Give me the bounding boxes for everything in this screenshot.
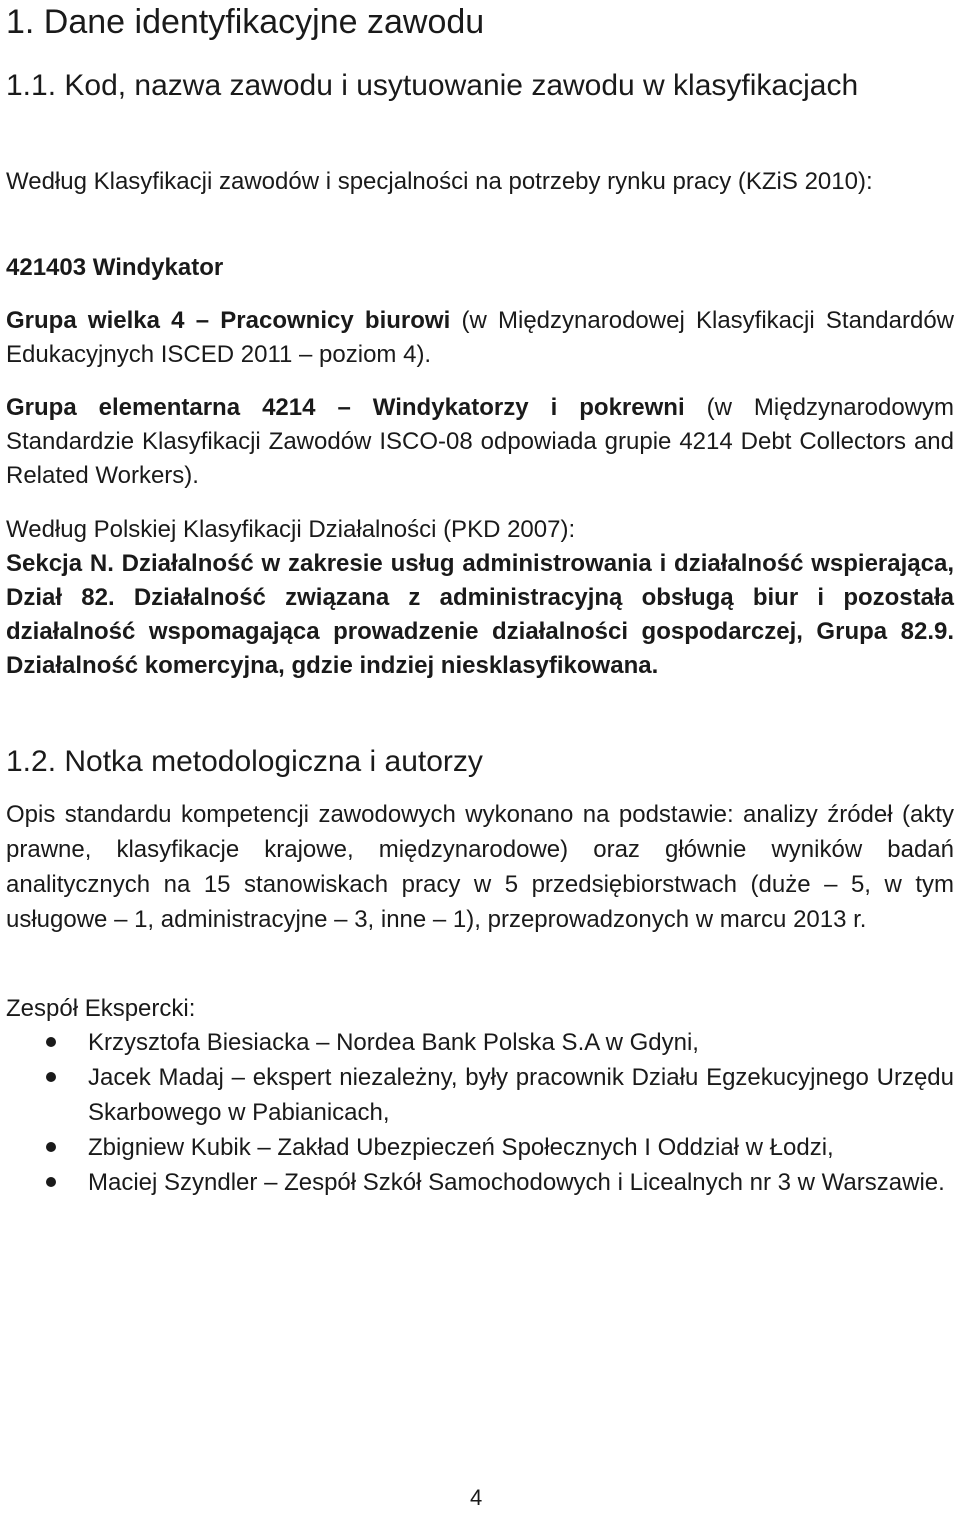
grupa-elementarna-label: Grupa elementarna 4214 – Windykatorzy i pokrewni — [6, 394, 685, 421]
list-item: Jacek Madaj – ekspert niezależny, były pracownik Działu Egzekucyjnego Urzędu Skarbowego w Pabianicach, — [6, 1060, 954, 1130]
list-item: Zbigniew Kubik – Zakład Ubezpieczeń Społecznych I Oddział w Łodzi, — [6, 1130, 954, 1165]
grupa-wielka-label: Grupa wielka 4 – Pracownicy biurowi — [6, 307, 451, 334]
subsection-title-1-1: 1.1. Kod, nazwa zawodu i usytuowanie zawodu w klasyfikacjach — [6, 69, 859, 102]
pkd-section — [6, 547, 954, 683]
pkd-intro: Według Polskiej Klasyfikacji Działalności (PKD 2007): — [6, 516, 576, 543]
experts-list — [6, 1025, 954, 1200]
grupa-elementarna-description: (w Międzynarodowym Standardzie Klasyfikacji Zawodów ISCO-08 odpowiada grupie 4214 Debt Collectors and Related Workers). — [6, 394, 954, 489]
list-item: Krzysztofa Biesiacka – Nordea Bank Polska S.A w Gdyni, — [6, 1025, 954, 1060]
grupa-elementarna-paragraph — [6, 391, 954, 493]
section-title: 1. Dane identyfikacyjne zawodu — [6, 3, 485, 41]
kzis-intro: Według Klasyfikacji zawodów i specjalności na potrzeby rynku pracy (KZiS 2010): — [6, 168, 873, 195]
grupa-wielka-description: (w Międzynarodowej Klasyfikacji Standardów Edukacyjnych ISCED 2011 – poziom 4). — [6, 307, 955, 368]
pkd-section-text: Sekcja N. Działalność w zakresie usług administrowania i działalność wspierająca, Dział 82. Działalność związana z administracyjną obsługą biur i pozostała działalność wspomagająca prowadzenie działalności gospodarczej, Grupa 82.9. Działalność komercyjna, gdzie indziej niesklasyfikowana. — [6, 550, 954, 679]
subsection-title-1-2: 1.2. Notka metodologiczna i autorzy — [6, 745, 483, 778]
occupation-code — [6, 250, 954, 285]
page-number: 4 — [470, 1485, 483, 1510]
experts-heading: Zespół Ekspercki: — [6, 995, 196, 1022]
methodology-text: Opis standardu kompetencji zawodowych wykonano na podstawie: analizy źródeł (akty prawne, klasyfikacje krajowe, międzynarodowe) oraz głównie wyników badań analitycznych na 15 stanowiskach pracy w 5 przedsiębiorstwach (duże – 5, w tym usługowe – 1, administracyjne – 3, inne – 1), przeprowadzonych w marcu 2013 r. — [6, 801, 954, 933]
grupa-wielka-paragraph — [6, 304, 954, 372]
list-item: Maciej Szyndler – Zespół Szkół Samochodowych i Licealnych nr 3 w Warszawie. — [6, 1165, 954, 1200]
occupation-code-text: 421403 Windykator — [6, 254, 224, 281]
